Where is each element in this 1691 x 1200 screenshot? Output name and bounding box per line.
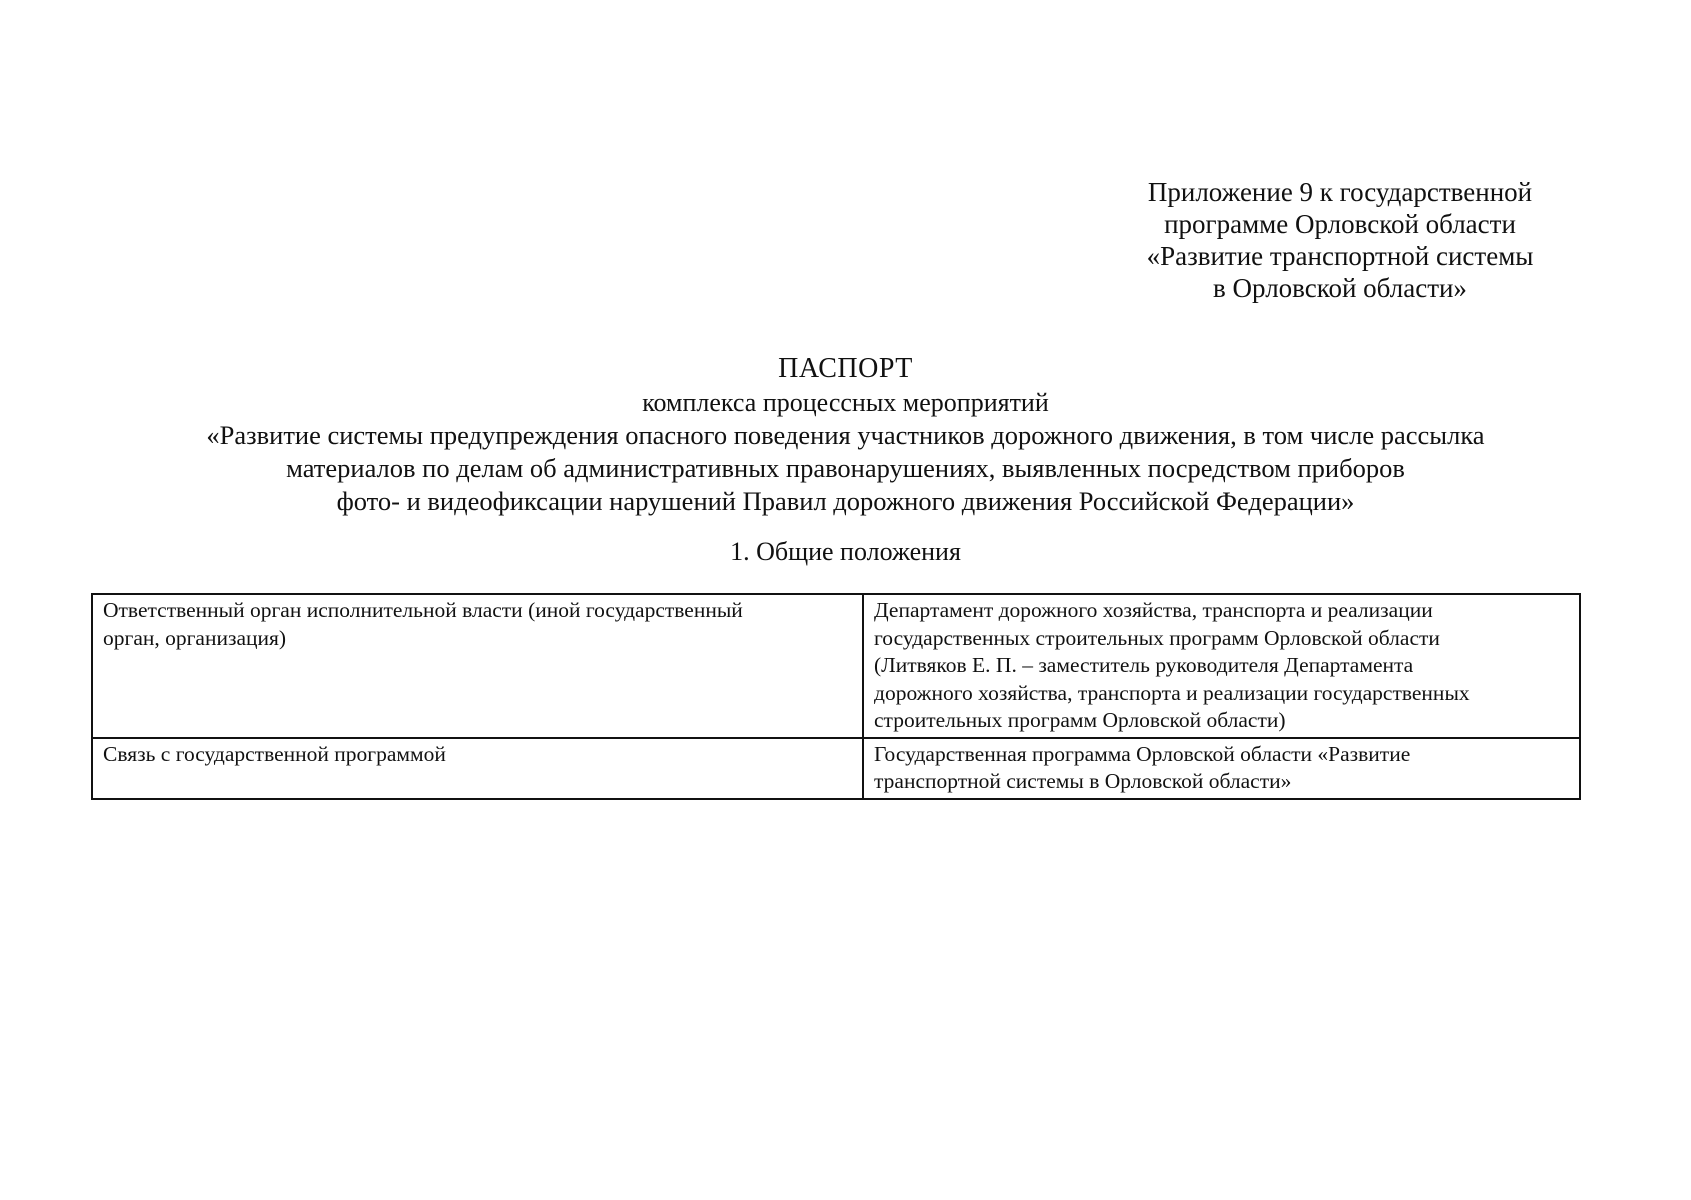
general-provisions-table xyxy=(91,593,1581,800)
row-label-cell xyxy=(92,594,863,738)
row-value-line: Департамент дорожного хозяйства, транспорта и реализации xyxy=(874,598,1433,622)
row-value-line: дорожного хозяйства, транспорта и реализации государственных xyxy=(874,680,1470,705)
row-label-line: Ответственный орган исполнительной власти (иной государственный xyxy=(103,598,743,622)
document-subtitle: комплекса процессных мероприятий xyxy=(642,388,1049,417)
document-title: ПАСПОРТ xyxy=(778,353,913,384)
appendix-note xyxy=(1090,176,1590,304)
row-label-line: Связь с государственной программой xyxy=(103,741,446,766)
program-name-line: «Развитие системы предупреждения опасного поведения участников дорожного движения, в том числе рассылка xyxy=(206,420,1485,450)
document-title-block xyxy=(60,352,1631,518)
row-value-line: строительных программ Орловской области) xyxy=(874,708,1286,732)
row-value-cell xyxy=(863,594,1580,738)
row-label-cell xyxy=(92,738,863,799)
row-value-line: (Литвяков Е. П. – заместитель руководителя Департамента xyxy=(874,653,1414,677)
row-label-line: орган, организация) xyxy=(103,625,287,650)
appendix-line: в Орловской области» xyxy=(1213,273,1467,303)
row-value-cell xyxy=(863,738,1580,799)
appendix-line: Приложение 9 к государственной xyxy=(1147,177,1533,207)
section-heading: 1. Общие положения xyxy=(730,537,961,566)
row-value-line: Государственная программа Орловской области «Развитие xyxy=(874,741,1411,766)
program-name-line: фото- и видеофиксации нарушений Правил дорожного движения Российской Федерации» xyxy=(336,486,1355,516)
program-name xyxy=(60,419,1631,518)
table-row xyxy=(92,738,1580,799)
appendix-line: «Развитие транспортной системы xyxy=(1146,241,1534,271)
appendix-line: программе Орловской области xyxy=(1164,209,1516,239)
row-value-line: транспортной системы в Орловской области» xyxy=(874,769,1292,793)
row-value-line: государственных строительных программ Орловской области xyxy=(874,625,1440,650)
program-name-line: материалов по делам об административных правонарушениях, выявленных посредством приборов xyxy=(286,453,1405,483)
table-row xyxy=(92,594,1580,738)
